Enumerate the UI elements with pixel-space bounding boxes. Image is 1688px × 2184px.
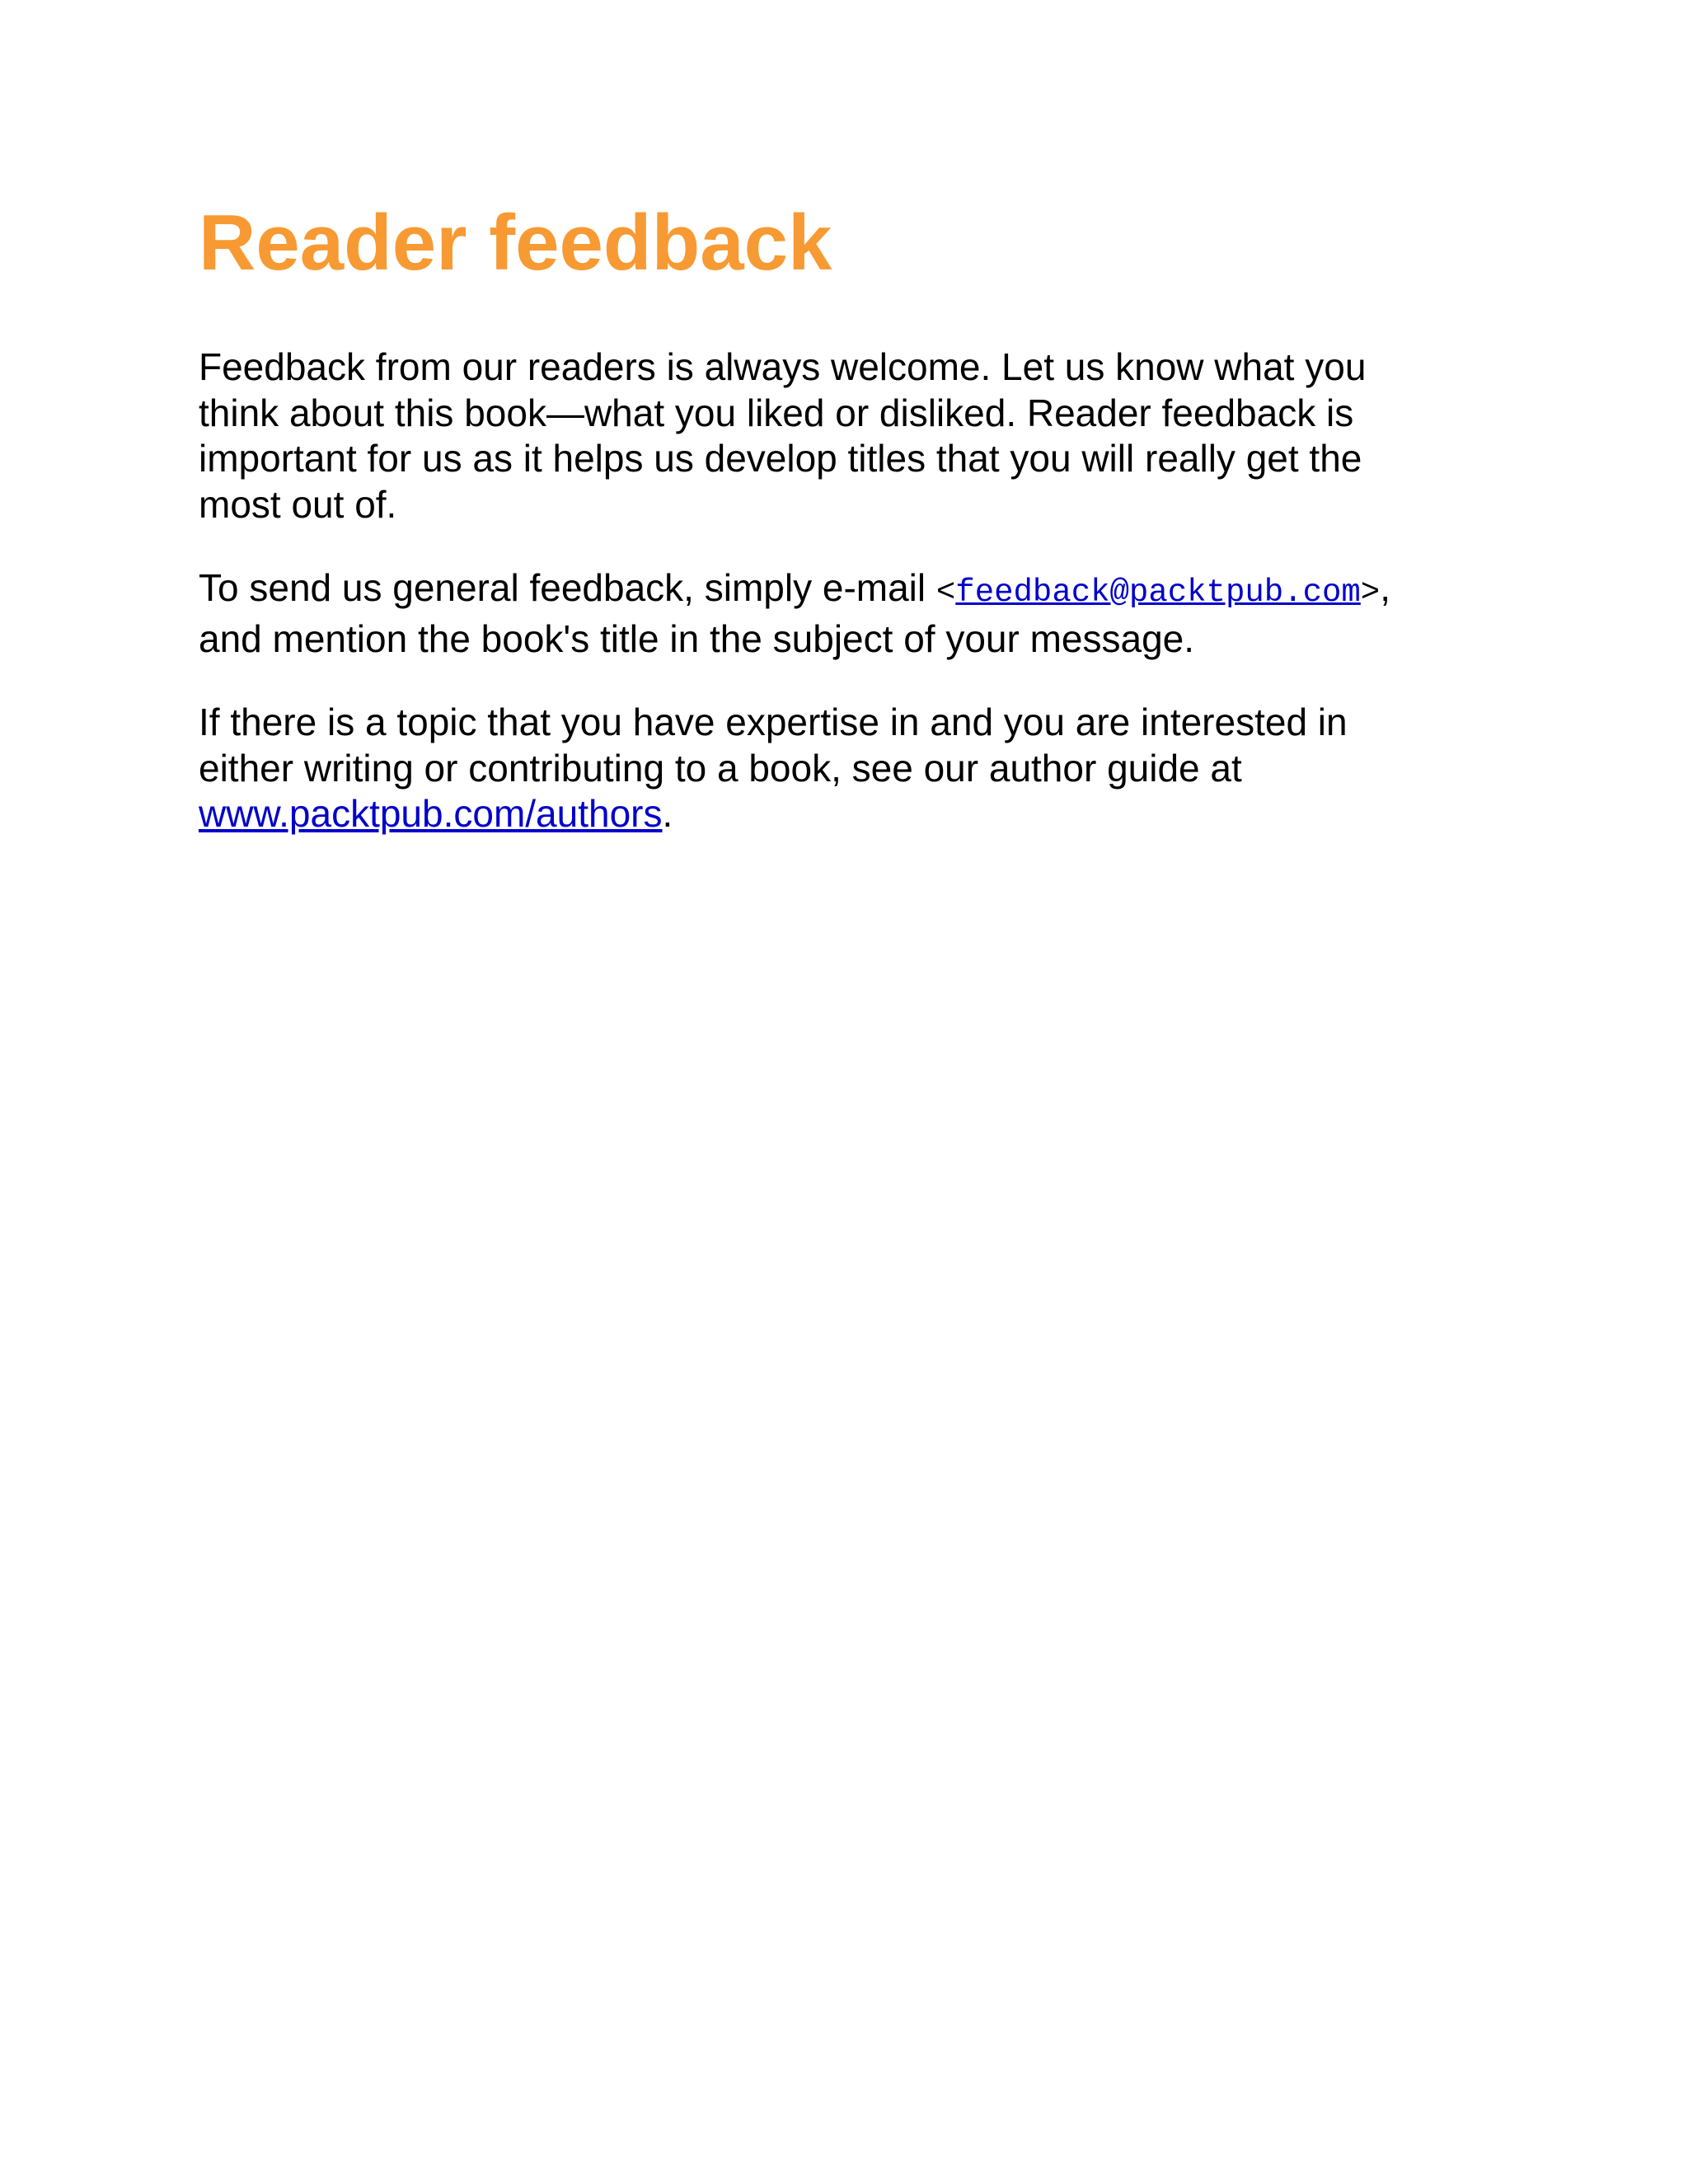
email-close-bracket: > (1360, 574, 1381, 611)
email-lead-text: To send us general feedback, simply e-mail (199, 566, 936, 609)
page-title: Reader feedback (199, 199, 832, 287)
intro-text: Feedback from our readers is always welcome. Let us know what you think about this book—what you liked or disliked. Reader feedback is important for us as it helps us develop titles that you will really get the most out of. (199, 345, 1367, 526)
email-trail-text: , and mention the book's title in the subject of your message. (199, 566, 1390, 660)
intro-paragraph (199, 344, 1451, 527)
feedback-email-link[interactable]: feedback@packtpub.com (955, 574, 1361, 611)
document-page (199, 198, 1451, 875)
author-trail-text: . (662, 792, 673, 835)
author-guide-link[interactable]: www.packtpub.com/authors (199, 792, 663, 835)
feedback-email-paragraph (199, 565, 1451, 662)
email-open-bracket: < (935, 574, 956, 611)
author-guide-paragraph (199, 700, 1451, 837)
author-lead-text: If there is a topic that you have expertise in and you are interested in either writing or contributing to a book, see our author guide at (199, 701, 1348, 790)
